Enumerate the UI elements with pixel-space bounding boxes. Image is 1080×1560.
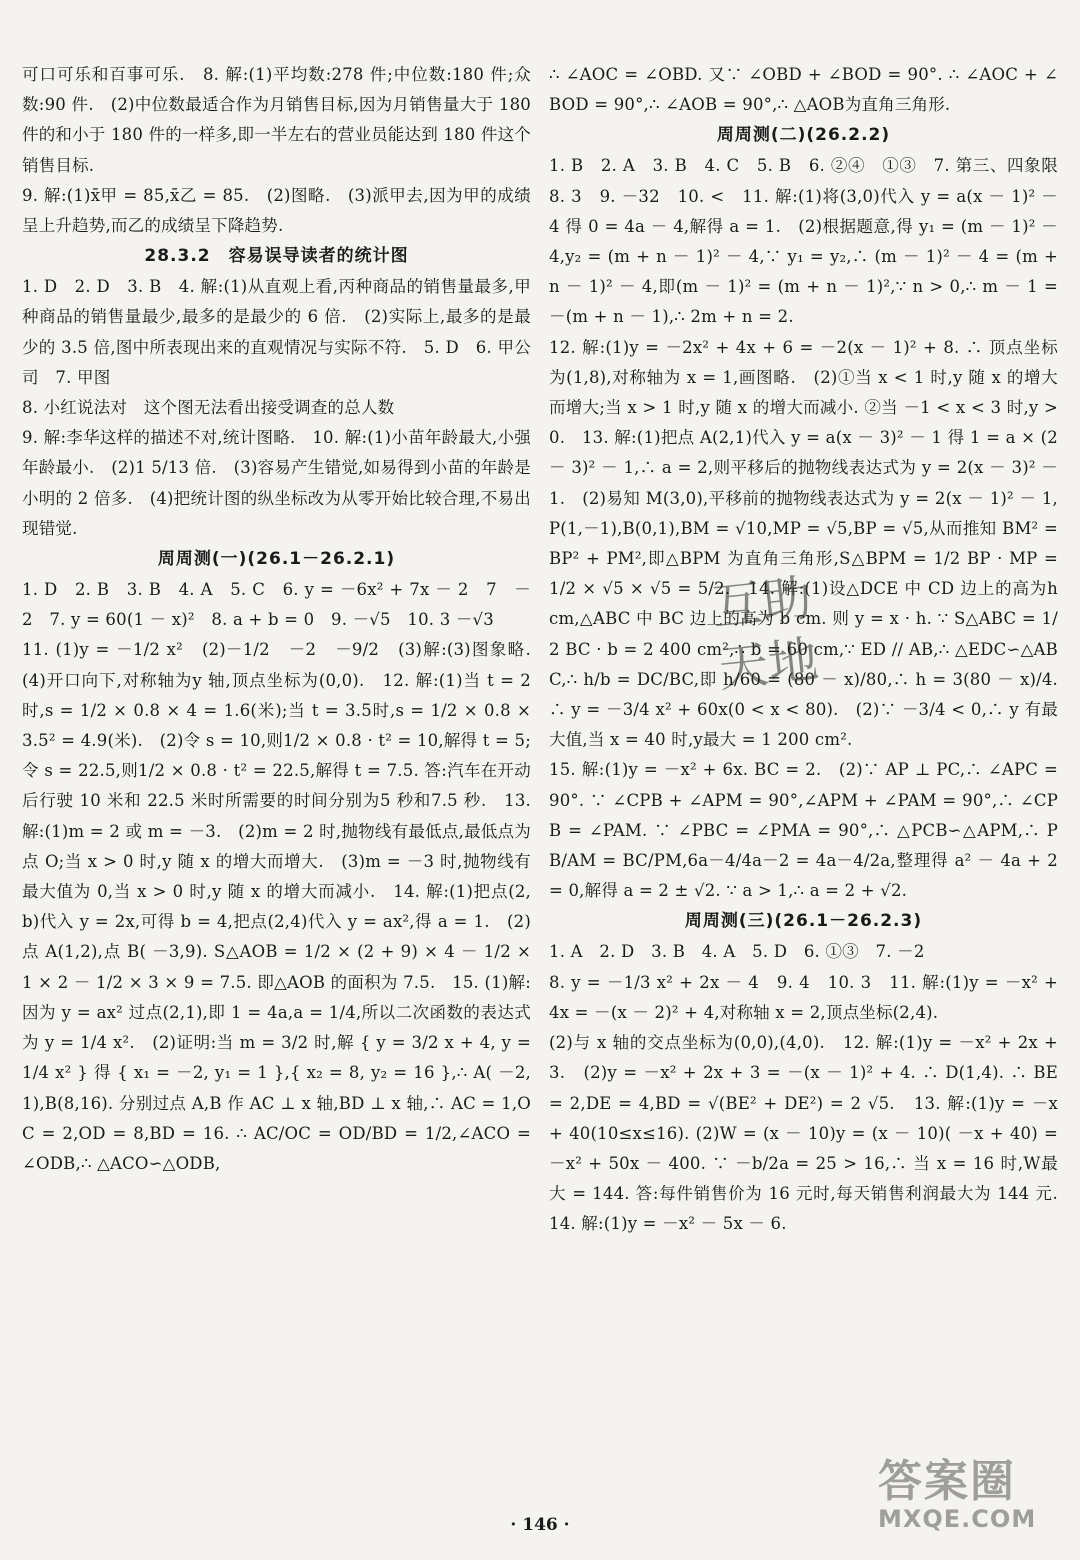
answer-paragraph: 9. 解:李华这样的描述不对,统计图略. 10. 解:(1)小苗年龄最大,小强年龄最小. (2)1 5/13 倍. (3)容易产生错觉,如易得到小苗的年龄是小明的 2 倍多. (4)把统计图的纵坐标改为从零开始比较合理,不易出现错觉. — [22, 428, 531, 538]
page-number: · 146 · — [510, 1515, 570, 1535]
answer-paragraph: 1. B 2. A 3. B 4. C 5. B 6. ②④ ①③ 7. 第三、四象限 8. 3 9. －32 10. < 11. 解:(1)将(3,0)代入 y = a(x － 1)² － 4 得 0 = 4a － 4,解得 a = 1. (2)根据题意,得 y₁ = (m － 1)² － 4,y₂ = (m + n － 1)² － 4,∵ y₁ = y₂,∴ (m － 1)² － 4 = (m + n － 1)² － 4,即(m － 1)² = (m + n － 1)²,∵ n > 0,∴ m － 1 = －(m + n － 1),∴ 2m + n = 2. — [549, 156, 1075, 327]
answer-paragraph: 12. 解:(1)y = －2x² + 4x + 6 = －2(x － 1)² + 8. ∴ 顶点坐标为(1,8),对称轴为 x = 1,画图略. (2)①当 x < 1 时,y 随 x 的增大而增大;当 x > 1 时,y 随 x 的增大而减小. ②当 －1 < x < 3 时,y > 0. 13. 解:(1)把点 A(2,1)代入 y = a(x － 3)² － 1 得 1 = a × (2 － 3)² － 1,∴ a = 2,则平移后的抛物线表达式为 y = 2(x － 3)² － 1. (2)易知 M(3,0),平移前的抛物线表达式为 y = 2(x － 1)² － 1,P(1,－1),B(0,1),BM = √10,MP = √5,BP = √5,从而推知 BM² = BP² + PM²,即△BPM 为直角三角形,S△BPM = 1/2 BP · MP = 1/2 × √5 × √5 = 5/2. 14. 解:(1)设△DCE 中 CD 边上的高为h cm,△ABC 中 BC 边上的高为 b cm. 则 y = x · h. ∵ S△ABC = 1/2 BC · b = 2 400 cm²,∴ b = 60 cm,∵ ED // AB,∴ △EDC∽△ABC,∴ h/b = DC/BC,即 h/60 = (80 － x)/80,∴ h = 3(80 － x)/4. ∴ y = －3/4 x² + 60x(0 < x < 80). (2)∵ －3/4 < 0,∴ y 有最大值,当 x = 40 时,y最大 = 1 200 cm². — [549, 337, 1064, 750]
right-column — [549, 60, 1075, 1500]
answer-paragraph: 1. A 2. D 3. B 4. A 5. D 6. ①③ 7. －2 — [549, 942, 925, 962]
section-heading: 周周测(一)(26.1－26.2.1) — [157, 549, 396, 570]
answer-paragraph: 可口可乐和百事可乐. 8. 解:(1)平均数:278 件;中位数:180 件;众数:90 件. (2)中位数最适合作为月销售目标,因为月销售量大于 180 件的和小于 180 件的一样多,即一半左右的营业员能达到 180 件这个销售目标. — [22, 65, 537, 175]
answer-paragraph: 1. D 2. B 3. B 4. A 5. C 6. y = －6x² + 7x － 2 7 －2 7. y = 60(1 － x)² 8. a + b = 0 9. －√5 10. 3 －√3 — [22, 580, 531, 630]
answer-page — [22, 60, 1075, 1500]
answer-paragraph: 11. (1)y = －1/2 x² (2)－1/2 －2 －9/2 (3)解:(3)图象略. (4)开口向下,对称轴为y 轴,顶点坐标为(0,0). 12. 解:(1)当 t = 2 时,s = 1/2 × 0.8 × 4 = 1.6(米);当 t = 3.5时,s = 1/2 × 0.8 × 3.5² = 4.9(米). (2)令 s = 10,则1/2 × 0.8 · t² = 10,解得 t = 5;令 s = 22.5,则1/2 × 0.8 · t² = 22.5,解得 t = 7.5. 答:汽车在开动后行驶 10 米和 22.5 米时所需要的时间分别为5 秒和7.5 秒. 13. 解:(1)m = 2 或 m = －3. (2)m = 2 时,抛物线有最低点,最低点为点 O;当 x > 0 时,y 随 x 的增大而增大. (3)m = －3 时,抛物线有最大值为 0,当 x > 0 时,y 随 x 的增大而减小. 14. 解:(1)把点(2,b)代入 y = 2x,可得 b = 4,把点(2,4)代入 y = ax²,得 a = 1. (2)点 A(1,2),点 B( －3,9). S△AOB = 1/2 × (2 + 9) × 4 － 1/2 × 1 × 2 － 1/2 × 3 × 9 = 7.5. 即△AOB 的面积为 7.5. 15. (1)解:因为 y = ax² 过点(2,1),即 1 = 4a,a = 1/4,所以二次函数的表达式为 y = 1/4 x². (2)证明:当 m = 3/2 时,解 { y = 3/2 x + 4, y = 1/4 x² } 得 { x₁ = －2, y₁ = 1 },{ x₂ = 8, y₂ = 16 },∴ A( －2,1),B(8,16). 分别过点 A,B 作 AC ⊥ x 轴,BD ⊥ x 轴,∴ AC = 1,OC = 2,OD = 8,BD = 16. ∴ AC/OC = OD/BD = 1/2,∠ACO = ∠ODB,∴ △ACO∽△ODB, — [22, 640, 548, 1173]
answer-paragraph: 9. 解:(1)x̄甲 = 85,x̄乙 = 85. (2)图略. (3)派甲去,因为甲的成绩呈上升趋势,而乙的成绩呈下降趋势. — [22, 185, 531, 236]
answer-paragraph: 8. 小红说法对 这个图无法看出接受调查的总人数 — [22, 398, 395, 418]
section-heading: 周周测(二)(26.2.2) — [716, 125, 891, 146]
answer-paragraph: (2)与 x 轴的交点坐标为(0,0),(4,0). 12. 解:(1)y = －x² + 2x + 3. (2)y = －x² + 2x + 3 = －(x － 1)² + 4. ∴ D(1,4). ∴ BE = 2,DE = 4,BD = √(BE² + DE²) = 2 √5. 13. 解:(1)y = －x + 40(10≤x≤16). (2)W = (x － 10)y = (x － 10)( －x + 40) = －x² + 50x － 400. ∵ －b/2a = 25 > 16,∴ 当 x = 16 时,W最大 = 144. 答:每件销售价为 16 元时,每天销售利润最大为 144 元. 14. 解:(1)y = －x² － 5x － 6. — [549, 1033, 1075, 1234]
answer-paragraph: 1. D 2. D 3. B 4. 解:(1)从直观上看,丙种商品的销售量最多,甲种商品的销售量最少,最多的是最少的 6 倍. (2)实际上,最多的是最少的 3.5 倍,图中所表现出来的直观情况与实际不符. 5. D 6. 甲公司 7. 甲图 — [22, 277, 531, 387]
section-heading: 28.3.2 容易误导读者的统计图 — [144, 246, 409, 267]
watermark-logo-text: 答案圈 — [878, 1456, 1016, 1507]
section-heading: 周周测(三)(26.1－26.2.3) — [684, 911, 923, 932]
handwritten-note: 互助天地 — [709, 568, 822, 699]
answer-paragraph: 15. 解:(1)y = －x² + 6x. BC = 2. (2)∵ AP ⊥ PC,∴ ∠APC = 90°. ∵ ∠CPB + ∠APM = 90°,∠APM + ∠PAM = 90°,∴ ∠CPB = ∠PAM. ∵ ∠PBC = ∠PMA = 90°,∴ △PCB∽△APM,∴ PB/AM = BC/PM,6a－4/4a－2 = 4a－4/2a,整理得 a² － 4a + 2 = 0,解得 a = 2 ± √2. ∵ a > 1,∴ a = 2 + √2. — [549, 760, 1064, 901]
answer-paragraph: ∴ ∠AOC = ∠OBD. 又∵ ∠OBD + ∠BOD = 90°. ∴ ∠AOC + ∠BOD = 90°,∴ ∠AOB = 90°,∴ △AOB为直角三角形. — [549, 65, 1058, 115]
left-column — [22, 60, 548, 1500]
watermark-site-text: MXQE.COM — [878, 1505, 1037, 1533]
watermark-logo — [878, 1445, 1058, 1545]
answer-paragraph: 8. y = －1/3 x² + 2x － 4 9. 4 10. 3 11. 解:(1)y = －x² + 4x = －(x － 2)² + 4,对称轴 x = 2,顶点坐标(2,4). — [549, 972, 1064, 1022]
